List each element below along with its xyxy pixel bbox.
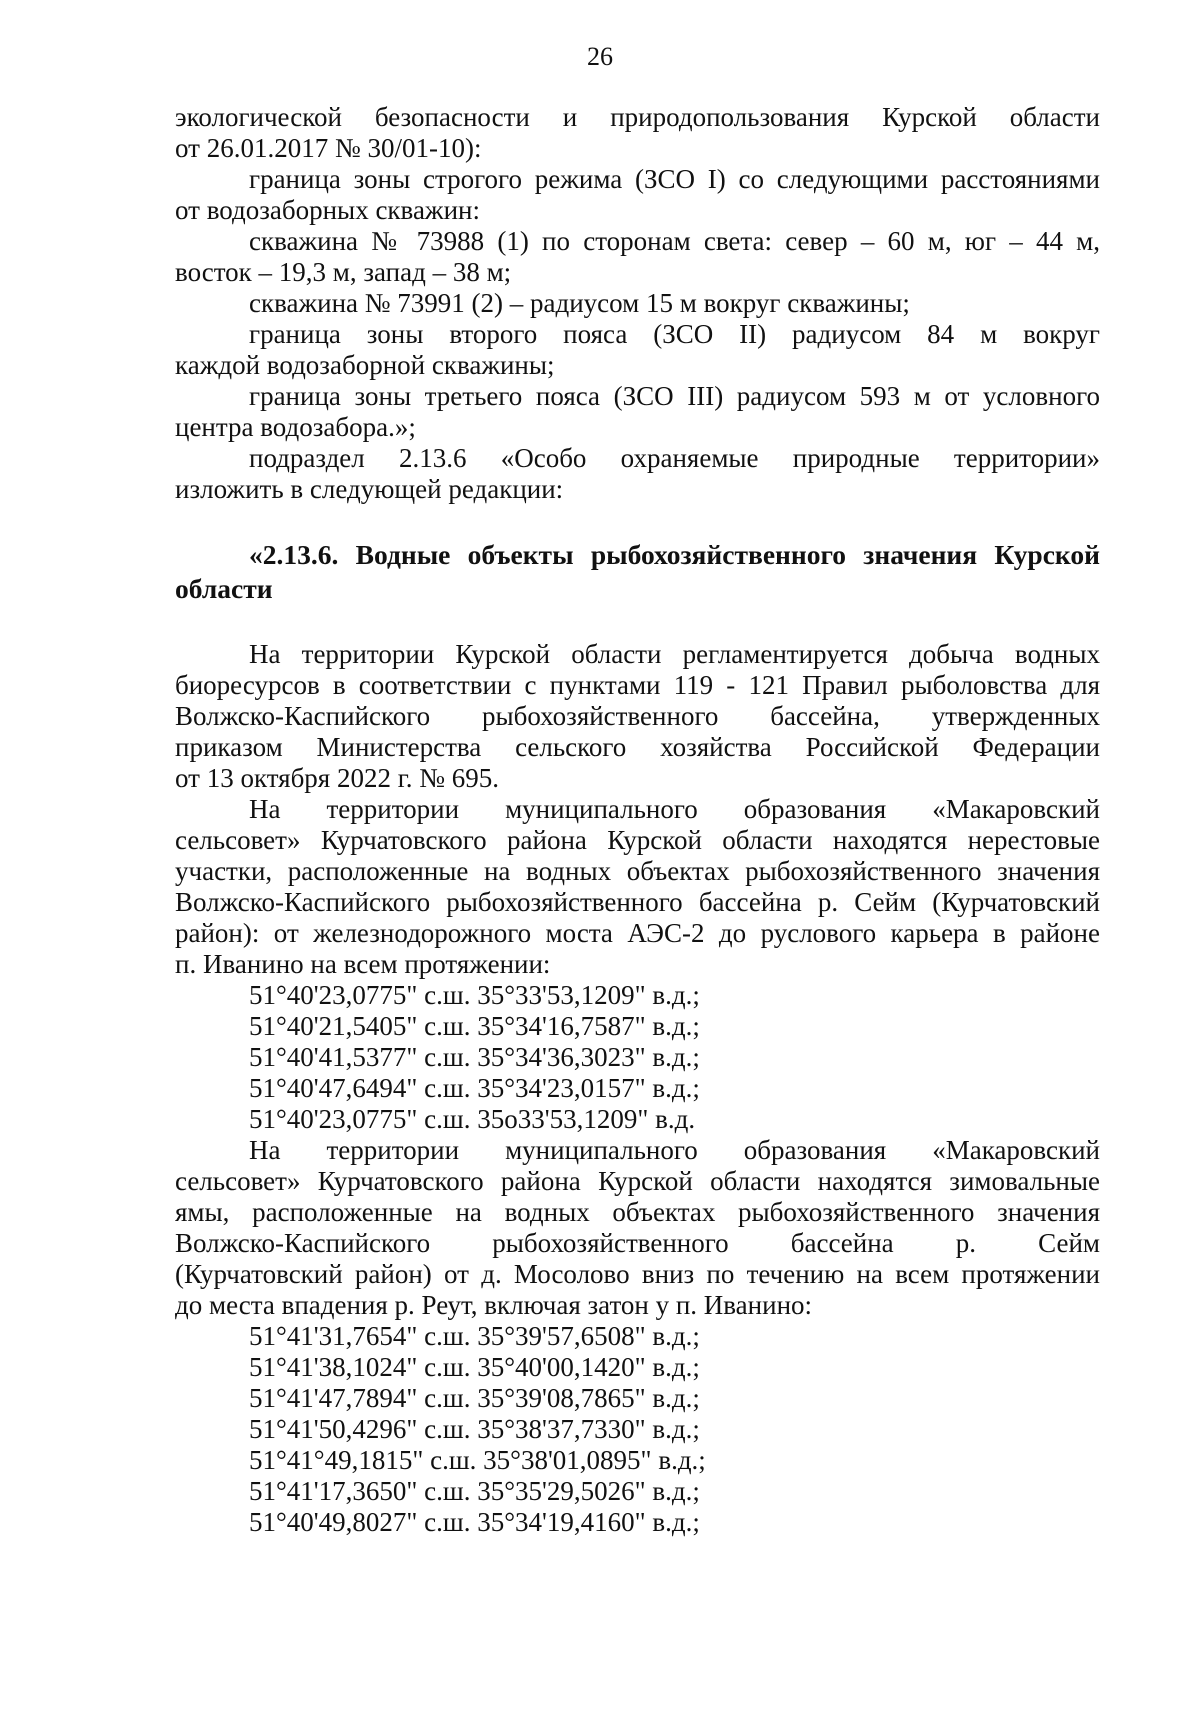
text-line: участки, расположенные на водных объектах рыбохозяйственного значения bbox=[175, 856, 1100, 886]
page-number: 26 bbox=[587, 42, 613, 71]
coordinate-line: 51°40'23,0775" с.ш. 35°33'53,1209" в.д.; bbox=[249, 980, 700, 1010]
heading-line: области bbox=[175, 573, 273, 604]
section-heading bbox=[175, 538, 1100, 606]
coordinate-line: 51°40'41,5377" с.ш. 35°34'36,3023" в.д.; bbox=[249, 1042, 700, 1072]
text-line: сельсовет» Курчатовского района Курской области находятся зимовальные bbox=[175, 1166, 1100, 1196]
coordinate-line: 51°40'47,6494" с.ш. 35°34'23,0157" в.д.; bbox=[249, 1073, 700, 1103]
coordinate-line: 51°41'47,7894" с.ш. 35°39'08,7865" в.д.; bbox=[249, 1383, 700, 1413]
text-line: биоресурсов в соответствии с пунктами 119 - 121 Правил рыболовства для bbox=[175, 670, 1100, 700]
text-line: Волжско-Каспийского рыбохозяйственного бассейна р. Сейм bbox=[175, 1228, 1100, 1258]
coordinate-line: 51°41'17,3650" с.ш. 35°35'29,5026" в.д.; bbox=[249, 1476, 700, 1506]
text-line: от 26.01.2017 № 30/01-10): bbox=[175, 133, 482, 163]
heading-line: «2.13.6. Водные объекты рыбохозяйственного значения Курской bbox=[249, 539, 1100, 570]
text-line: сельсовет» Курчатовского района Курской области находятся нерестовые bbox=[175, 825, 1100, 855]
text-line: Волжско-Каспийского рыбохозяйственного бассейна, утвержденных bbox=[175, 701, 1100, 731]
text-line: каждой водозаборной скважины; bbox=[175, 350, 555, 380]
text-line: На территории Курской области регламентируется добыча водных bbox=[249, 639, 1100, 669]
text-line: от водозаборных скважин: bbox=[175, 195, 480, 225]
text-line: восток – 19,3 м, запад – 38 м; bbox=[175, 257, 512, 287]
text-line: п. Иванино на всем протяжении: bbox=[175, 949, 551, 979]
text-line: граница зоны третьего пояса (ЗСО III) радиусом 593 м от условного bbox=[249, 381, 1100, 411]
coordinate-line: 51°40'49,8027" с.ш. 35°34'19,4160" в.д.; bbox=[249, 1507, 700, 1537]
text-line: Волжско-Каспийского рыбохозяйственного бассейна р. Сейм (Курчатовский bbox=[175, 887, 1100, 917]
section-body bbox=[175, 639, 1100, 1538]
text-line: На территории муниципального образования «Макаровский bbox=[249, 1135, 1100, 1165]
coordinate-line: 51°41°49,1815" с.ш. 35°38'01,0895" в.д.; bbox=[249, 1445, 706, 1475]
text-line: скважина № 73988 (1) по сторонам света: север – 60 м, юг – 44 м, bbox=[249, 226, 1100, 256]
text-line: скважина № 73991 (2) – радиусом 15 м вокруг скважины; bbox=[249, 288, 910, 318]
coordinate-line: 51°41'50,4296" с.ш. 35°38'37,7330" в.д.; bbox=[249, 1414, 700, 1444]
text-line: подраздел 2.13.6 «Особо охраняемые природные территории» bbox=[249, 443, 1100, 473]
text-line: приказом Министерства сельского хозяйства Российской Федерации bbox=[175, 732, 1100, 762]
coordinate-line: 51°41'38,1024" с.ш. 35°40'00,1420" в.д.; bbox=[249, 1352, 700, 1382]
text-line: ямы, расположенные на водных объектах рыбохозяйственного значения bbox=[175, 1197, 1100, 1227]
text-line: граница зоны второго пояса (ЗСО II) радиусом 84 м вокруг bbox=[249, 319, 1100, 349]
text-line: центра водозабора.»; bbox=[175, 412, 416, 442]
text-line: изложить в следующей редакции: bbox=[175, 474, 564, 504]
coordinate-line: 51°40'23,0775" с.ш. 35о33'53,1209" в.д. bbox=[249, 1104, 696, 1134]
coordinate-line: 51°40'21,5405" с.ш. 35°34'16,7587" в.д.; bbox=[249, 1011, 700, 1041]
text-line: район): от железнодорожного моста АЭС-2 до руслового карьера в районе bbox=[175, 918, 1100, 948]
text-line: от 13 октября 2022 г. № 695. bbox=[175, 763, 500, 793]
text-line: (Курчатовский район) от д. Мосолово вниз по течению на всем протяжении bbox=[175, 1259, 1100, 1289]
text-line: На территории муниципального образования «Макаровский bbox=[249, 794, 1100, 824]
intro-block bbox=[175, 102, 1100, 505]
document-body bbox=[175, 102, 1100, 1538]
text-line: граница зоны строгого режима (ЗСО I) со следующими расстояниями bbox=[249, 164, 1100, 194]
text-line: экологической безопасности и природопользования Курской области bbox=[175, 102, 1100, 132]
text-line: до места впадения р. Реут, включая затон у п. Иванино: bbox=[175, 1290, 813, 1320]
coordinate-line: 51°41'31,7654" с.ш. 35°39'57,6508" в.д.; bbox=[249, 1321, 700, 1351]
